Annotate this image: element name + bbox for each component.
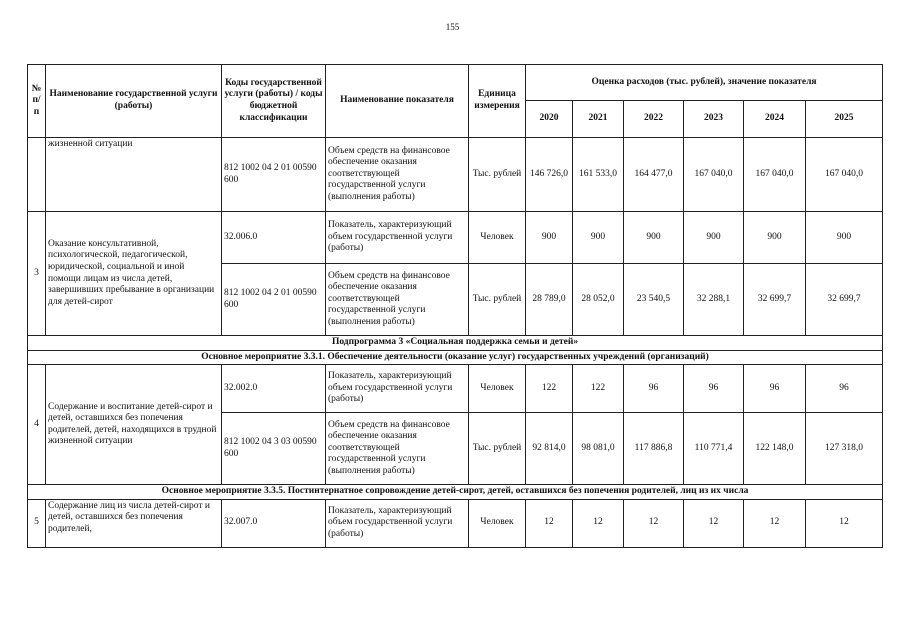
value-cell: 28 052,0 [573,264,624,336]
row-num: 3 [28,212,46,336]
budget-code: 812 1002 04 2 01 00590 600 [222,138,326,212]
value-cell: 32 699,7 [806,264,883,336]
page-number: 155 [445,22,460,32]
section-row [28,350,883,365]
header-year: 2020 [526,101,573,138]
subprogram-title: Подпрограмма 3 «Социальная поддержка семьи и детей» [28,336,883,351]
header-codes: Коды государственной услуги (работы) / коды бюджетной классификации [222,65,326,138]
value-cell: 96 [806,365,883,413]
value-cell: 12 [744,499,806,547]
service-name: Оказание консультативной, психологической, педагогической, юридической, социальной и иной помощи лицам из числа детей, завершивших пребывание в организации для детей-сирот [46,212,222,336]
budget-code: 812 1002 04 2 01 00590 600 [222,264,326,336]
value-cell: 122 [526,365,573,413]
value-cell: 96 [744,365,806,413]
header-num: № п/п [28,65,46,138]
header-year: 2024 [744,101,806,138]
indicator-name: Показатель, характеризующий объем государственной услуги (работы) [326,212,469,264]
unit: Тыс. рублей [469,413,526,485]
header-year: 2023 [684,101,744,138]
indicator-name: Показатель, характеризующий объем государственной услуги (работы) [326,365,469,413]
value-cell: 92 814,0 [526,413,573,485]
value-cell: 900 [684,212,744,264]
header-row [28,65,883,101]
header-year: 2025 [806,101,883,138]
header-indicator: Наименование показателя [326,65,469,138]
value-cell: 32 699,7 [744,264,806,336]
header-year: 2021 [573,101,624,138]
value-cell: 164 477,0 [624,138,684,212]
unit: Тыс. рублей [469,138,526,212]
section-row [28,336,883,351]
value-cell: 900 [526,212,573,264]
value-cell: 127 318,0 [806,413,883,485]
header-service-name: Наименование государственной услуги (работы) [46,65,222,138]
indicator-name: Объем средств на финансовое обеспечение оказания соответствующей государственной услуги (выполнения работы) [326,138,469,212]
value-cell: 12 [624,499,684,547]
value-cell: 122 [573,365,624,413]
value-cell: 12 [526,499,573,547]
value-cell: 167 040,0 [744,138,806,212]
value-cell: 32 288,1 [684,264,744,336]
value-cell: 12 [684,499,744,547]
row-num: 5 [28,499,46,547]
value-cell: 12 [573,499,624,547]
row-num [28,138,46,212]
table-row [28,365,883,413]
header-estimate: Оценка расходов (тыс. рублей), значение показателя [526,65,883,101]
value-cell: 117 886,8 [624,413,684,485]
service-name: жизненной ситуации [46,138,222,212]
unit: Человек [469,499,526,547]
row-num: 4 [28,365,46,485]
value-cell: 167 040,0 [684,138,744,212]
value-cell: 900 [624,212,684,264]
service-name: Содержание лиц из числа детей-сирот и детей, оставшихся без попечения родителей, [46,499,222,547]
value-cell: 900 [573,212,624,264]
event-title: Основное мероприятие 3.3.5. Постинтернатное сопровождение детей-сирот, детей, оставшихся без попечения родителей, лиц из их числа [28,485,883,500]
indicator-name: Объем средств на финансовое обеспечение оказания соответствующей государственной услуги (выполнения работы) [326,413,469,485]
value-cell: 12 [806,499,883,547]
value-cell: 167 040,0 [806,138,883,212]
section-row [28,485,883,500]
unit: Человек [469,212,526,264]
value-cell: 96 [684,365,744,413]
value-cell: 110 771,4 [684,413,744,485]
unit: Человек [469,365,526,413]
value-cell: 900 [744,212,806,264]
value-cell: 161 533,0 [573,138,624,212]
table-row [28,212,883,264]
value-cell: 96 [624,365,684,413]
value-cell: 23 540,5 [624,264,684,336]
indicator-name: Показатель, характеризующий объем государственной услуги (работы) [326,499,469,547]
value-cell: 146 726,0 [526,138,573,212]
service-code: 32.006.0 [222,212,326,264]
value-cell: 28 789,0 [526,264,573,336]
value-cell: 98 081,0 [573,413,624,485]
value-cell: 900 [806,212,883,264]
indicator-name: Объем средств на финансовое обеспечение оказания соответствующей государственной услуги (выполнения работы) [326,264,469,336]
event-title: Основное мероприятие 3.3.1. Обеспечение деятельности (оказание услуг) государственных учреждений (организаций) [28,350,883,365]
value-cell: 122 148,0 [744,413,806,485]
budget-table [27,64,883,548]
budget-code: 812 1002 04 3 03 00590 600 [222,413,326,485]
table-row [28,499,883,547]
service-code: 32.002.0 [222,365,326,413]
header-unit: Единица измерения [469,65,526,138]
table-row [28,138,883,212]
service-code: 32.007.0 [222,499,326,547]
service-name: Содержание и воспитание детей-сирот и детей, оставшихся без попечения родителей, детей, находящихся в трудной жизненной ситуации [46,365,222,485]
unit: Тыс. рублей [469,264,526,336]
header-year: 2022 [624,101,684,138]
